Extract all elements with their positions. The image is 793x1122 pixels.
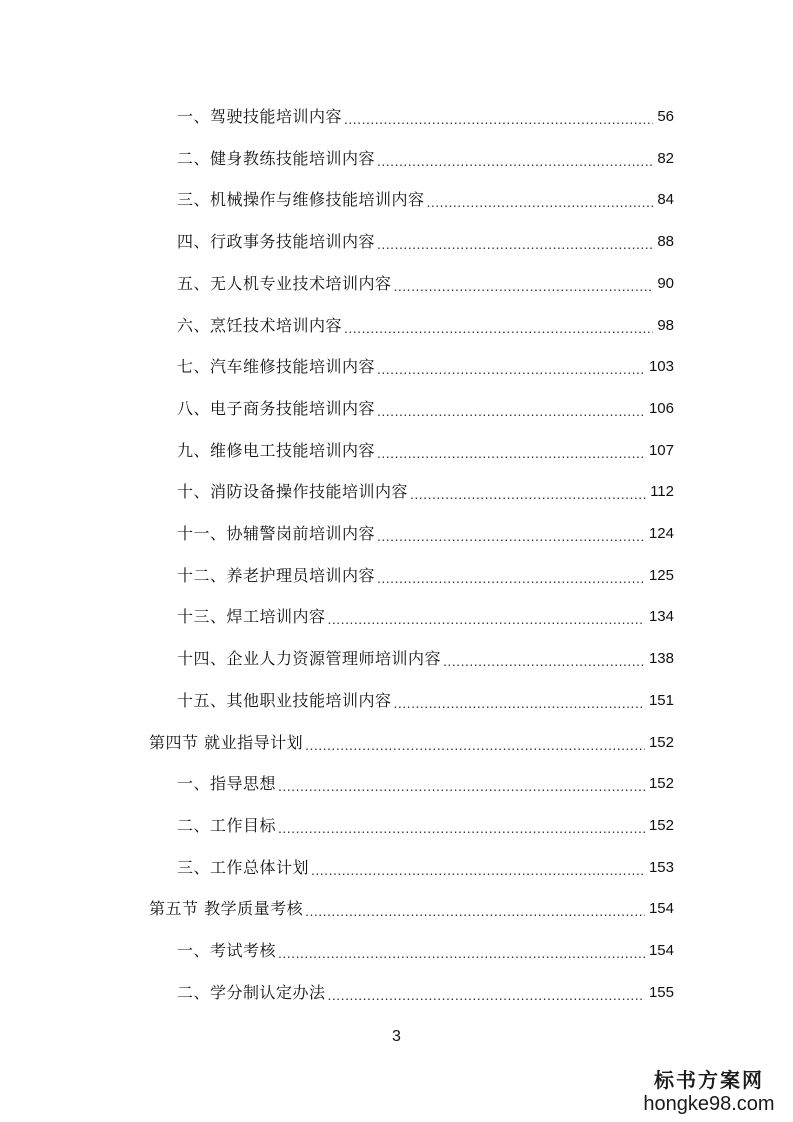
watermark-logo xyxy=(639,1068,779,1116)
page-number: 3 xyxy=(392,1028,401,1045)
watermark-url: hongke98.com xyxy=(643,1093,775,1115)
toc-entry-title: 十、消防设备操作技能培训内容 xyxy=(177,482,409,501)
toc-entry-title: 六、烹饪技术培训内容 xyxy=(177,316,343,335)
toc-section-entry[interactable] xyxy=(149,889,674,919)
toc-entry-page: 152 xyxy=(648,817,674,834)
toc-leader-dots xyxy=(377,445,645,461)
toc-entry-title: 三、机械操作与维修技能培训内容 xyxy=(177,190,425,209)
toc-entry[interactable] xyxy=(177,514,674,544)
toc-entry-title: 十二、养老护理员培训内容 xyxy=(177,566,376,585)
toc-entry-title: 第四节 就业指导计划 xyxy=(149,733,304,752)
toc-entry-page: 112 xyxy=(650,483,674,500)
toc-entry-page: 134 xyxy=(648,608,674,625)
toc-leader-dots xyxy=(410,486,646,502)
toc-entry-page: 154 xyxy=(648,942,674,959)
toc-entry-page: 107 xyxy=(648,442,674,459)
toc-leader-dots xyxy=(305,903,645,919)
toc-leader-dots xyxy=(394,695,645,711)
toc-entry-title: 五、无人机专业技术培训内容 xyxy=(177,274,392,293)
toc-entry-title: 八、电子商务技能培训内容 xyxy=(177,399,376,418)
toc-entry-title: 七、汽车维修技能培训内容 xyxy=(177,357,376,376)
toc-entry[interactable] xyxy=(177,639,674,669)
toc-entry-title: 十三、焊工培训内容 xyxy=(177,607,326,626)
toc-leader-dots xyxy=(328,987,645,1003)
toc-leader-dots xyxy=(377,528,645,544)
toc-entry[interactable] xyxy=(177,306,674,336)
toc-leader-dots xyxy=(305,737,645,753)
toc-leader-dots xyxy=(377,570,645,586)
toc-entry-page: 125 xyxy=(648,567,674,584)
toc-entry[interactable] xyxy=(177,347,674,377)
toc-entry-page: 84 xyxy=(657,191,674,208)
toc-leader-dots xyxy=(278,778,645,794)
toc-leader-dots xyxy=(278,820,645,836)
toc-leader-dots xyxy=(328,611,645,627)
toc-entry[interactable] xyxy=(177,222,674,252)
toc-entry[interactable] xyxy=(177,431,674,461)
toc-entry-page: 103 xyxy=(648,358,674,375)
toc-entry[interactable] xyxy=(177,931,674,961)
toc-entry-page: 154 xyxy=(648,900,674,917)
toc-entry-title: 九、维修电工技能培训内容 xyxy=(177,441,376,460)
toc-entry-title: 一、驾驶技能培训内容 xyxy=(177,107,343,126)
toc-entry-title: 二、学分制认定办法 xyxy=(177,983,326,1002)
toc-entry-title: 四、行政事务技能培训内容 xyxy=(177,232,376,251)
toc-entry[interactable] xyxy=(177,764,674,794)
toc-entry-page: 90 xyxy=(657,275,674,292)
toc-leader-dots xyxy=(278,945,645,961)
toc-leader-dots xyxy=(427,194,654,210)
toc-section-entry[interactable] xyxy=(149,723,674,753)
toc-entry-title: 二、健身教练技能培训内容 xyxy=(177,149,376,168)
toc-leader-dots xyxy=(377,403,645,419)
toc-leader-dots xyxy=(344,320,653,336)
toc-entry-page: 56 xyxy=(657,108,674,125)
toc-entry[interactable] xyxy=(177,848,674,878)
toc-entry-page: 151 xyxy=(648,692,674,709)
toc-entry[interactable] xyxy=(177,681,674,711)
toc-entry-title: 十四、企业人力资源管理师培训内容 xyxy=(177,649,442,668)
toc-entry[interactable] xyxy=(177,973,674,1003)
toc-entry-page: 98 xyxy=(657,317,674,334)
toc-entry-title: 第五节 教学质量考核 xyxy=(149,899,304,918)
toc-entry-title: 二、工作目标 xyxy=(177,816,277,835)
toc-entry-page: 88 xyxy=(657,233,674,250)
toc-leader-dots xyxy=(344,111,653,127)
toc-entry-page: 106 xyxy=(648,400,674,417)
toc-entry-title: 一、考试考核 xyxy=(177,941,277,960)
toc-entry-page: 138 xyxy=(648,650,674,667)
toc-entry-page: 82 xyxy=(657,150,674,167)
toc-entry[interactable] xyxy=(177,139,674,169)
toc-entry[interactable] xyxy=(177,472,674,502)
toc-leader-dots xyxy=(394,278,654,294)
toc-leader-dots xyxy=(443,653,645,669)
toc-leader-dots xyxy=(377,361,645,377)
toc-leader-dots xyxy=(377,153,653,169)
toc-entry-title: 一、指导思想 xyxy=(177,774,277,793)
toc-entry-page: 155 xyxy=(648,984,674,1001)
toc-leader-dots xyxy=(377,236,653,252)
toc-entry[interactable] xyxy=(177,97,674,127)
toc-entry-title: 十一、协辅警岗前培训内容 xyxy=(177,524,376,543)
toc-entry-page: 124 xyxy=(648,525,674,542)
toc-leader-dots xyxy=(311,862,645,878)
toc-entry-page: 153 xyxy=(648,859,674,876)
toc-entry-page: 152 xyxy=(648,775,674,792)
toc-entry-page: 152 xyxy=(648,734,674,751)
toc-entry-title: 十五、其他职业技能培训内容 xyxy=(177,691,392,710)
toc-entry[interactable] xyxy=(177,556,674,586)
watermark-name: 标书方案网 xyxy=(654,1068,764,1092)
toc-entry[interactable] xyxy=(177,180,674,210)
toc-entry[interactable] xyxy=(177,806,674,836)
toc-entry[interactable] xyxy=(177,597,674,627)
toc-entry[interactable] xyxy=(177,389,674,419)
toc-entry[interactable] xyxy=(177,264,674,294)
toc-entry-title: 三、工作总体计划 xyxy=(177,858,310,877)
